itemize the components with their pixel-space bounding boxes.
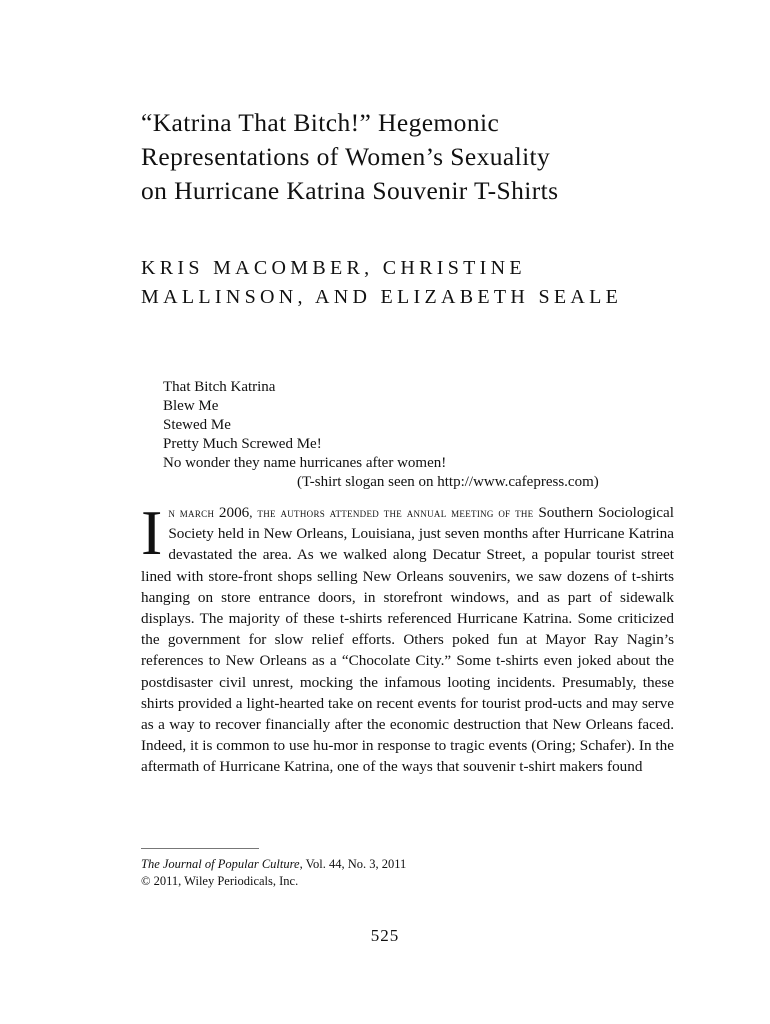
journal-name: The Journal of Popular Culture (141, 857, 300, 871)
body-paragraph (141, 497, 674, 778)
title-line-1: “Katrina That Bitch!” Hegemonic (141, 108, 500, 137)
epigraph (163, 378, 683, 492)
title-line-2: Representations of Women’s Sexuality (141, 142, 551, 171)
article-title (141, 106, 701, 208)
lead-in-smallcaps-rest: , the authors attended the annual meeting of the (249, 505, 534, 520)
lead-in-year: 2006 (218, 504, 250, 521)
epigraph-line-3: Stewed Me (163, 417, 231, 433)
epigraph-line-1: That Bitch Katrina (163, 379, 276, 395)
lead-in-smallcaps: n march (168, 505, 219, 520)
epigraph-line-4: Pretty Much Screwed Me! (163, 436, 322, 452)
title-line-3: on Hurricane Katrina Souvenir T-Shirts (141, 176, 559, 205)
page-number: 525 (370, 926, 400, 945)
authors-line-2: MALLINSON, AND ELIZABETH SEALE (141, 286, 623, 308)
footnote-rule (141, 848, 259, 849)
footnote (141, 856, 641, 890)
epigraph-source: (T-shirt slogan seen on http://www.cafepress.com) (297, 474, 599, 490)
footnote-citation (141, 856, 641, 873)
journal-details: , Vol. 44, No. 3, 2011 (299, 857, 407, 871)
body-text: Southern Sociological Society held in New Orleans, Louisiana, just seven months after Hurricane Katrina devastated the area. As we walked along Decatur Street, a popular tourist street lined with store-front shops selling New Orleans souvenirs, we saw dozens of t-shirts hanging on store entrance doors, in storefront windows, and as part of sidewalk displays. The majority of these t-shirts referenced Hurricane Katrina. Some criticized the government for slow relief efforts. Others poked fun at Mayor Ray Nagin’s references to New Orleans as a “Chocolate City.” Some t-shirts even joked about the postdisaster civil unrest, mocking the infamous looting incidents. Presumably, these shirts provided a light-hearted take on recent events for tourist prod-ucts and may serve as a way to recover financially after the economic destruction that New Orleans faced. Indeed, it is common to use hu-mor in response to tragic events (Oring; Schafer). In the aftermath of Hurricane Katrina, one of the ways that souvenir t-shirt makers found (141, 504, 674, 776)
epigraph-line-5: No wonder they name hurricanes after women! (163, 455, 447, 471)
copyright-line: © 2011, Wiley Periodicals, Inc. (141, 874, 299, 888)
article-authors (141, 254, 701, 312)
authors-line-1: KRIS MACOMBER, CHRISTINE (141, 257, 526, 279)
drop-cap: I (141, 497, 163, 568)
epigraph-line-2: Blew Me (163, 398, 219, 414)
